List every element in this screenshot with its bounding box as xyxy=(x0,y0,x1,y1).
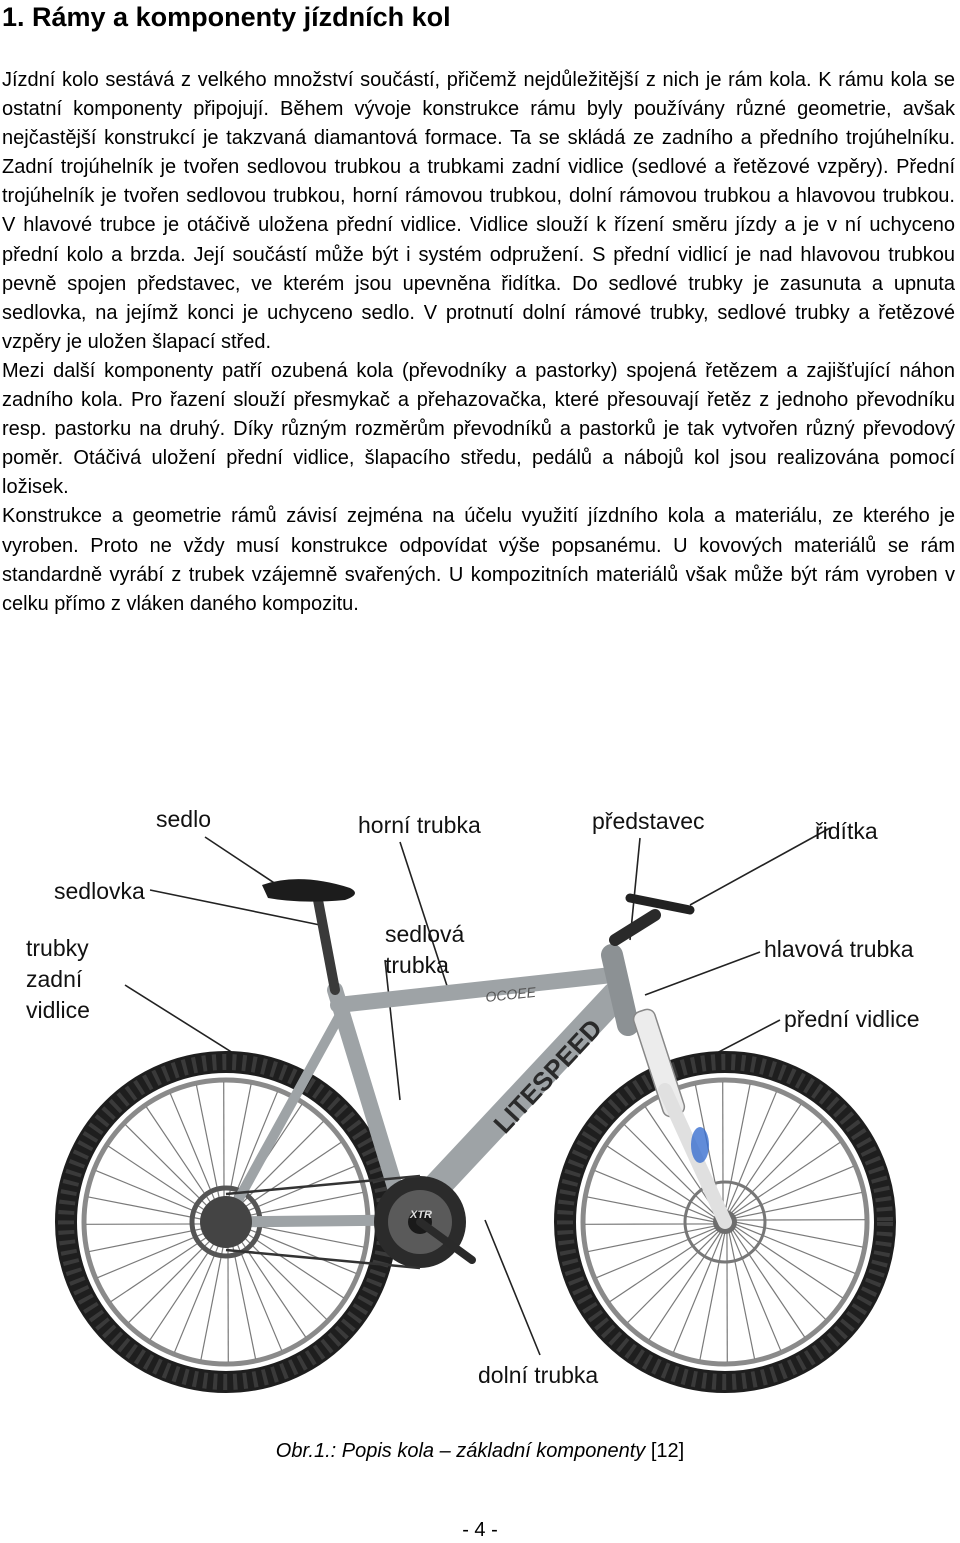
spoke xyxy=(733,1228,825,1320)
label-trubky-zadni-vidlice: trubky zadní vidlice xyxy=(26,935,90,1023)
spoke xyxy=(734,1192,862,1218)
frame-logo-ocoee: OCOEE xyxy=(484,983,537,1005)
crank-logo-xtr: XTR xyxy=(410,1209,432,1221)
paragraph-2: Mezi další komponenty patří ozubená kola (převodníky a pastorky) spojená řetězem a zajišťující náhon zadního kola. Pro řazení slouží přesmykač a přehazovačka, které přesouvají řetěz z jednoho převodníku resp. pastorku na druhý. Díky různým rozměrům převodníků a pastorků je tak vytvořen různý převodový poměr. Otáčivá uložení přední vidlice, šlapacího středu, pedálů a nábojů kol jsou realizována pomocí ložisek. xyxy=(2,359,955,499)
spoke xyxy=(700,1232,725,1360)
frame-logo-litespeed: LITESPEED xyxy=(487,1012,608,1140)
paragraph-3: Konstrukce a geometrie rámů závisí zejména na účelu využití jízdního kola a materiálu, ze kterého je vyroben. Proto ne vždy musí konstrukce odpovídat výše popsanému. U kovových materiálů se rám standardně vyrábí z trubek vzájemně svařených. U kompozitních materiálů však může být rám vyroben v celku přímo z vláken daného kompozitu. xyxy=(2,505,955,615)
spoke xyxy=(628,1230,720,1322)
label-predni-vidlice: přední vidlice xyxy=(784,1006,920,1032)
spoke xyxy=(588,1226,716,1252)
spoke xyxy=(587,1197,715,1222)
saddle xyxy=(262,879,355,901)
label-dolni-trubka: dolní trubka xyxy=(478,1362,599,1388)
spoke xyxy=(735,1222,863,1247)
label-sedlova-trubka: sedlová trubka xyxy=(385,921,465,978)
label-predstavec: představec xyxy=(592,808,705,834)
label-hlavova-trubka: hlavová trubka xyxy=(764,936,914,962)
caption-reference: [12] xyxy=(645,1440,685,1462)
spoke xyxy=(729,1231,755,1359)
label-sedlo: sedlo xyxy=(156,806,211,832)
bicycle-figure xyxy=(0,790,960,1430)
page-number: - 4 - xyxy=(462,1519,498,1541)
front-fork xyxy=(632,1007,725,1222)
paragraph-1: Jízdní kolo sestává z velkého množství součástí, přičemž nejdůležitější z nich je rám kola. K rámu kola se ostatní komponenty připojují. Během vývoje konstrukce rámu byly používány různé geometrie, avšak nejčastější konstrukcí je takzvaná diamantová formace. Ta se skládá ze zadního a předního trojúhelníku. Zadní trojúhelník je tvořen sedlovou trubkou a trubkami zadní vidlice (sedlové a řetězové vzpěry). Přední trojúhelník je tvořen sedlovou trubkou, horní rámovou trubkou, dolní rámovou trubkou a hlavovou trubkou. V hlavové trubce je otáčivě uložena přední vidlice. Vidlice slouží k řízení směru jízdy a je v ní uchyceno přední kolo a brzda. Její součástí může být i systém odpružení. S přední vidlicí je nad hlavovou trubkou pevně spojen představec, ve kterém jsou upevněna řidítka. Do sedlové trubky je zasunuta a upnuta sedlovka, na jejímž konci je uchyceno sedlo. V protnutí dolní rámové trubky, sedlové trubky a řetězové vzpěry je uložen šlapací střed. xyxy=(2,69,955,353)
spoke xyxy=(129,1230,221,1322)
spoke xyxy=(125,1125,217,1217)
pointer-lines xyxy=(125,828,830,1355)
figure-caption xyxy=(0,1437,960,1465)
spoke xyxy=(725,1084,750,1212)
label-horni-trubka: horní trubka xyxy=(358,812,481,838)
spoke xyxy=(234,1228,326,1320)
body-text xyxy=(2,66,955,619)
section-heading: 1. Rámy a komponenty jízdních kol xyxy=(2,2,451,32)
caption-text: Obr.1.: Popis kola – základní komponenty xyxy=(275,1440,646,1462)
label-sedlovka: sedlovka xyxy=(54,878,145,904)
label-riditka: řidítka xyxy=(815,818,878,844)
spoke xyxy=(731,1121,823,1213)
